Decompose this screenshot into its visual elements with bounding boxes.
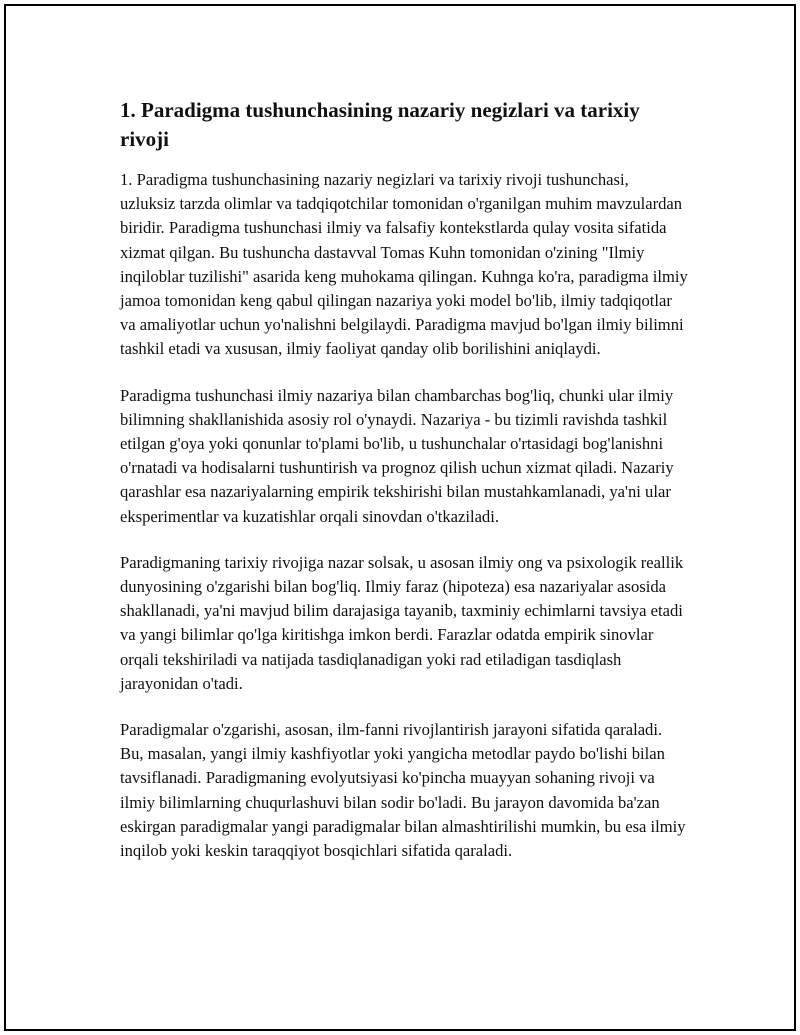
paragraph: Paradigma tushunchasi ilmiy nazariya bilan chambarchas bog'liq, chunki ular ilmiy bilimning shakllanishida asosiy rol o'ynaydi. Nazariya - bu tizimli ravishda tashkil etilgan g'oya yoki qonunlar to'plami bo'lib, u tushunchalar o'rtasidagi bog'lanishni o'rnatadi va hodisalarni tushuntirish va prognoz qilish uchun xizmat qiladi. Nazariy qarashlar esa nazariyalarning empirik tekshirishi bilan mustahkamlanadi, ya'ni ular eksperimentlar va kuzatishlar orqali sinovdan o'tkaziladi. bbox=[120, 385, 674, 526]
paragraph: 1. Paradigma tushunchasining nazariy negizlari va tarixiy rivoji tushunchasi, uzluksiz tarzda olimlar va tadqiqotchilar tomonidan o'rganilgan muhim mavzulardan biridir. Paradigma tushunchasi ilmiy va falsafiy kontekstlarda qulay vosita sifatida xizmat qilgan. Bu tushuncha dastavval Tomas Kuhn tomonidan o'zining "Ilmiy inqiloblar tuzilishi" asarida keng muhokama qilingan. Kuhnga ko'ra, paradigma ilmiy jamoa tomonidan keng qabul qilingan nazariya yoki model bo'lib, ilmiy tadqiqotlar va amaliyotlar uchun yo'nalishni belgilaydi. Paradigma mavjud bo'lgan ilmiy bilimni tashkil etadi va xususan, ilmiy faoliyat qanday olib borilishini aniqlaydi. bbox=[120, 170, 688, 359]
paragraph: Paradigmalar o'zgarishi, asosan, ilm-fanni rivojlantirish jarayoni sifatida qaraladi. Bu, masalan, yangi ilmiy kashfiyotlar yoki yangicha metodlar paydo bo'lishi bilan tavsiflanadi. Paradigmaning evolyutsiyasi ko'pincha muayyan sohaning rivoji va ilmiy bilimlarning chuqurlashuvi bilan sodir bo'ladi. Bu jarayon davomida ba'zan eskirgan paradigmalar yangi paradigmalar bilan almashtirilishi mumkin, bu esa ilmiy inqilob yoki keskin taraqqiyot bosqichlari sifatida qaraladi. bbox=[120, 720, 686, 861]
document-body bbox=[120, 96, 688, 885]
document-title: 1. Paradigma tushunchasining nazariy negizlari va tarixiy rivoji bbox=[120, 98, 640, 151]
paragraph: Paradigmaning tarixiy rivojiga nazar solsak, u asosan ilmiy ong va psixologik reallik dunyosining o'zgarishi bilan bog'liq. Ilmiy faraz (hipoteza) esa nazariyalar asosida shakllanadi, ya'ni mavjud bilim darajasiga tayanib, taxminiy echimlarni tavsiya etadi va yangi bilimlar qo'lga kiritishga imkon berdi. Farazlar odatda empirik sinovlar orqali tekshiriladi va natijada tasdiqlanadigan yoki rad etiladigan tasdiqlash jarayonidan o'tadi. bbox=[120, 552, 684, 693]
page-border bbox=[4, 4, 796, 1031]
